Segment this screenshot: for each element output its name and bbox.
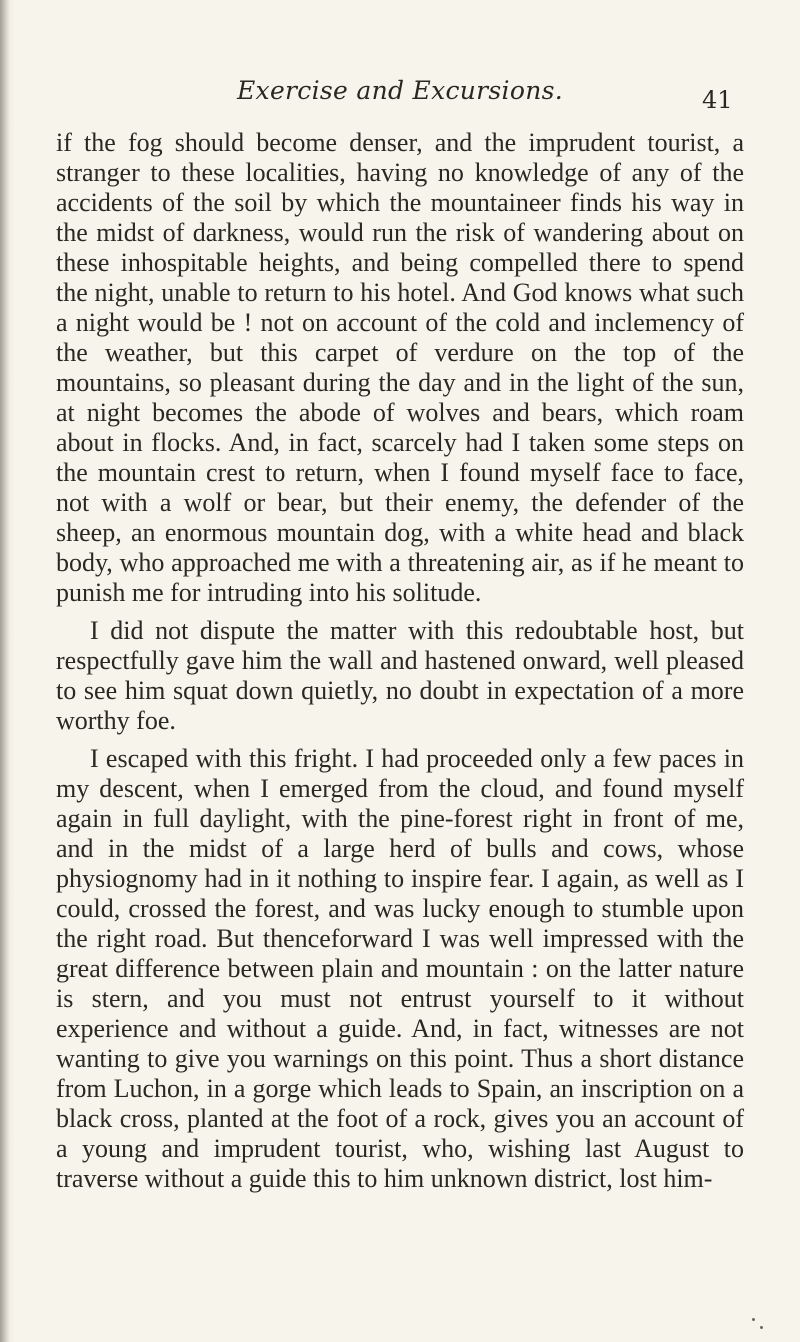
paragraph: I escaped with this fright. I had proceeded only a few paces in my descent, when I emerged from the cloud, and found myself again in full daylight, with the pine-forest right in front of me, and in the midst of a large herd of bulls and cows, whose physiognomy had in it nothing to inspire fear. I again, as well as I could, crossed the forest, and was lucky enough to stumble upon the right road. But thenceforward I was well impressed with the great difference between plain and mountain : on the latter nature is stern, and you must not entrust yourself to it without experience and without a guide. And, in fact, witnesses are not wanting to give you warnings on this point. Thus a short distance from Luchon, in a gorge which leads to Spain, an inscription on a black cross, planted at the foot of a rock, gives you an account of a young and imprudent tourist, who, wishing last August to traverse without a guide this to him unknown district, lost him- xyxy=(56,744,744,1193)
paragraph-continued: if the fog should become denser, and the imprudent tourist, a stranger to these localities, having no knowledge of any of the accidents of the soil by which the mountaineer finds his way in the midst of darkness, would run the risk of wandering about on these inhospitable heights, and being compelled there to spend the night, unable to return to his hotel. And God knows what such a night would be ! not on account of the cold and inclemency of the weather, but this carpet of verdure on the top of the mountains, so pleasant during the day and in the light of the sun, at night becomes the abode of wolves and bears, which roam about in flocks. And, in fact, scarcely had I taken some steps on the mountain crest to return, when I found myself face to face, not with a wolf or bear, but their enemy, the defender of the sheep, an enormous mountain dog, with a white head and black body, who approached me with a threatening air, as if he meant to punish me for intruding into his solitude. xyxy=(56,128,744,607)
paragraph: I did not dispute the matter with this redoubtable host, but respectfully gave him the wall and hastened onward, well pleased to see him squat down quietly, no doubt in expectation of a more worthy foe. xyxy=(56,616,744,735)
page-number: 41 xyxy=(702,86,733,114)
print-speck xyxy=(760,1326,763,1329)
running-head: Exercise and Excursions. xyxy=(237,76,563,105)
body-text xyxy=(56,128,744,1194)
print-speck xyxy=(752,1318,755,1321)
spine-shadow xyxy=(0,0,10,1342)
